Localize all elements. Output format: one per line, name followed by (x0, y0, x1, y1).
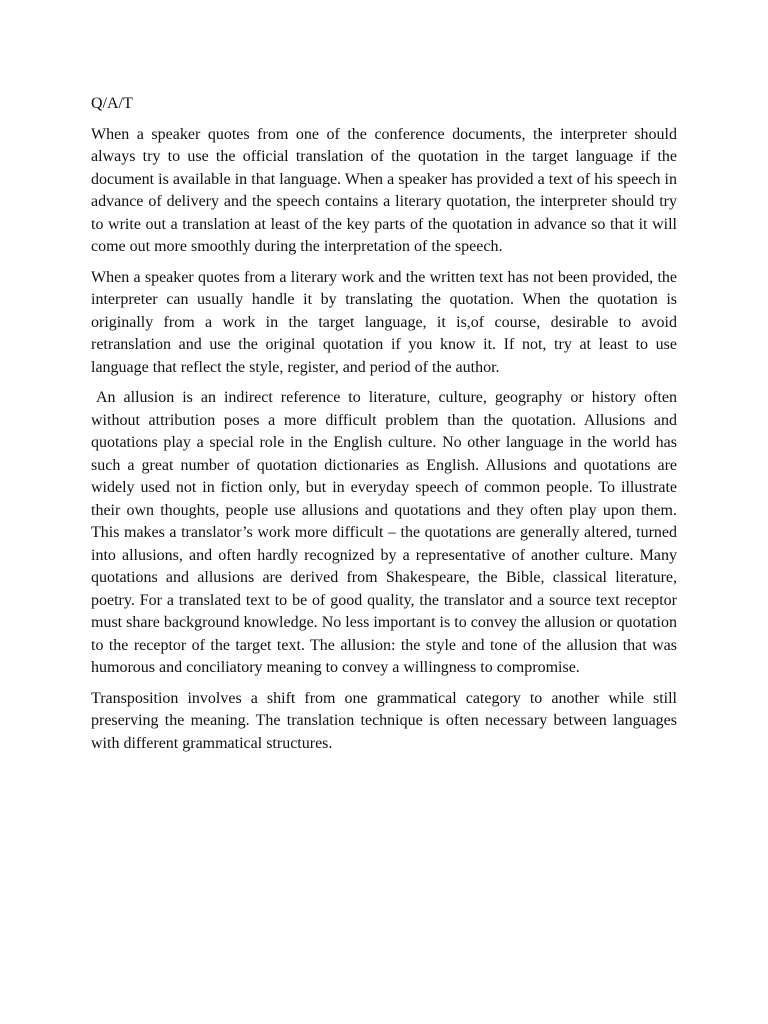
paragraph-transposition: Transposition involves a shift from one grammatical category to another while still preserving the meaning. The translation technique is often necessary between languages with different grammatical structures. (91, 689, 677, 752)
paragraph-quotation-official: When a speaker quotes from one of the conference documents, the interpreter should always try to use the official translation of the quotation in the target language if the document is available in that language. When a speaker has provided a text of his speech in advance of delivery and the speech contains a literary quotation, the interpreter should try to write out a translation at least of the key parts of the quotation in advance so that it will come out more smoothly during the interpretation of the speech. (91, 125, 677, 255)
document-body (91, 93, 677, 763)
paragraph-quotation-literary: When a speaker quotes from a literary work and the written text has not been provided, the interpreter can usually handle it by translating the quotation. When the quotation is originally from a work in the target language, it is,of course, desirable to avoid retranslation and use the original quotation if you know it. If not, try at least to use language that reflect the style, register, and period of the author. (91, 268, 677, 376)
paragraph-allusion: An allusion is an indirect reference to literature, culture, geography or history often without attribution poses a more difficult problem than the quotation. Allusions and quotations play a special role in the English culture. No other language in the world has such a great number of quotation dictionaries as English. Allusions and quotations are widely used not in fiction only, but in everyday speech of common people. To illustrate their own thoughts, people use allusions and quotations and they often play upon them. This makes a translator’s work more difficult – the quotations are generally altered, turned into allusions, and often hardly recognized by a representative of another culture. Many quotations and allusions are derived from Shakespeare, the Bible, classical literature, poetry. For a translated text to be of good quality, the translator and a source text receptor must share background knowledge. No less important is to convey the allusion or quotation to the receptor of the target text. The allusion: the style and tone of the allusion that was humorous and conciliatory meaning to convey a willingness to compromise. (91, 389, 677, 676)
document-heading: Q/A/T (91, 95, 133, 112)
